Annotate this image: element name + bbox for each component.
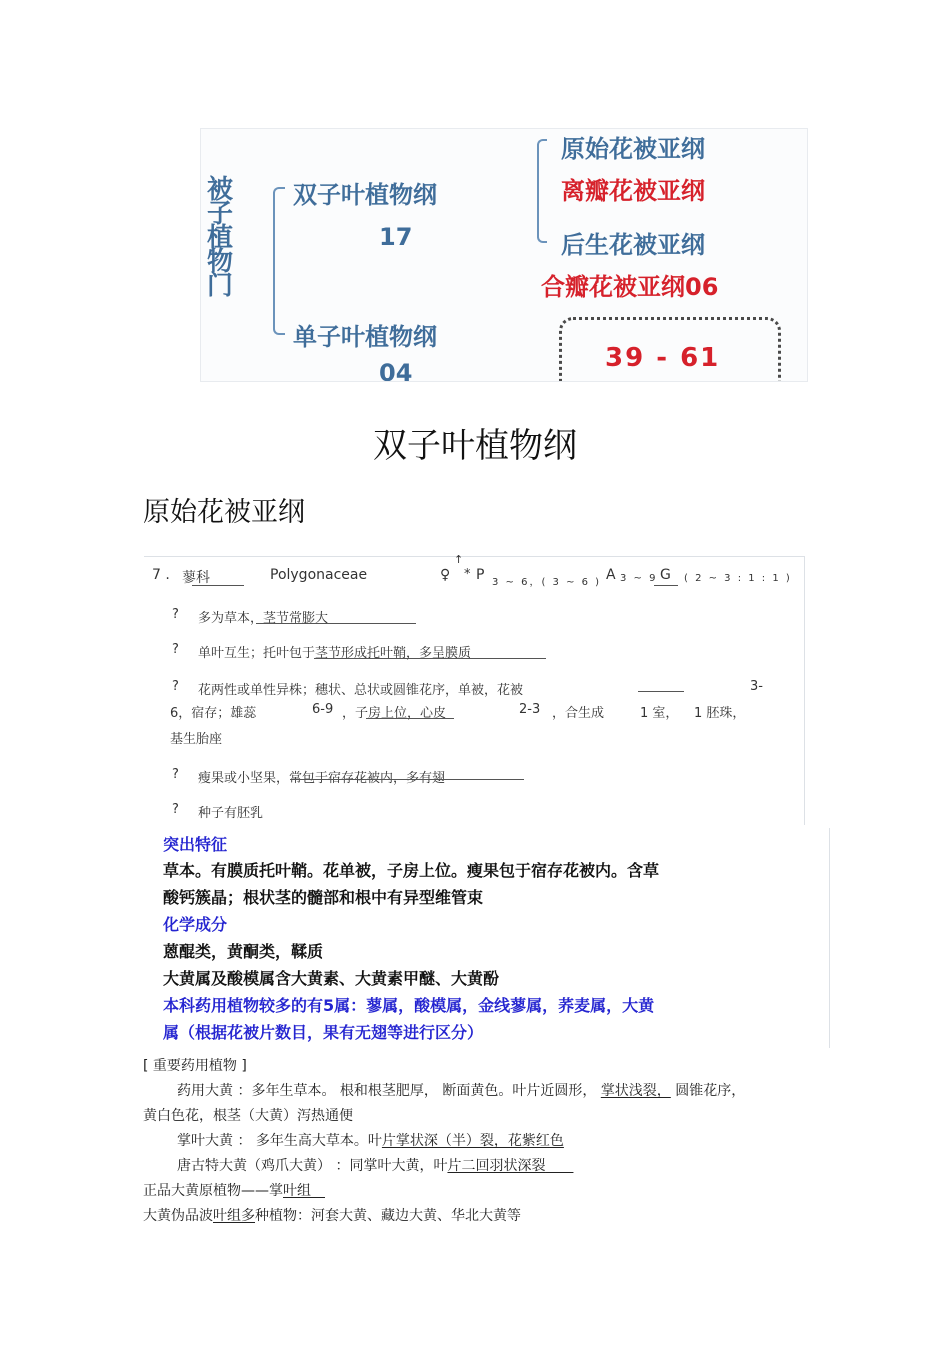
feature-item: 瘦果或小坚果，常包于宿存花被内，多有翅 (198, 771, 446, 786)
subclass-title: 原始花被亚纲 (143, 497, 305, 528)
bullet: ? (172, 679, 179, 694)
panel-line: 蒽醌类，黄酮类，鞣质 (163, 942, 324, 961)
body-line: 药用大黄 ：多年生草本。 根和根茎肥厚， 断面黄色。叶片近圆形， 掌状浅裂， 圆锥花序， (177, 1083, 746, 1099)
bullet: ? (172, 607, 179, 622)
section-label: [ 重要药用植物 ] (143, 1058, 247, 1074)
feature-item: 多为草本，茎节常膨大 (198, 611, 329, 626)
feature-item: 花两性或单性异株；穗状、总状或圆锥花序，单被，花被 (198, 683, 524, 698)
feature-item: 3- (750, 679, 763, 694)
family-name-latin: Polygonaceae (270, 567, 368, 583)
subclass-label-sympetalae: 合瓣花被亚纲06 (541, 273, 719, 301)
underline (256, 623, 416, 624)
classification-diagram (200, 128, 808, 382)
underline (638, 691, 684, 692)
body-line: 正品大黄原植物——掌叶组 (143, 1183, 311, 1199)
feature-item: 2-3 (519, 702, 541, 717)
panel-line: 酸钙簇晶；根状茎的髓部和根中有异型维管束 (163, 888, 484, 907)
phylum-char: 物 (207, 247, 234, 277)
feature-item: 1 胚珠， (694, 706, 746, 721)
phylum-char: 被 (207, 175, 234, 205)
perianth-symbol: P (476, 567, 485, 583)
underline (290, 779, 524, 780)
zygomorphic-arrow: ↑ (454, 553, 464, 566)
body-line: 掌叶大黄 ： 多年生高大草本。叶片掌状深（半）裂，花紫红色 (177, 1133, 564, 1149)
subclass-label-metachlamydeae: 后生花被亚纲 (561, 231, 705, 259)
monocot-family-count: 04 (379, 359, 413, 382)
bullet: ? (172, 642, 179, 657)
feature-item: ，子房上位，心皮 (342, 706, 447, 721)
monocot-range-label: 39 - 61 (605, 343, 721, 373)
dicot-class-label: 双子叶植物纲 (293, 181, 437, 209)
class-title: 双子叶植物纲 (373, 426, 577, 466)
sex-symbol: ♀ (440, 567, 451, 583)
gynoecium-count: ( 2 ~ 3 : 1 : 1 ) (684, 573, 792, 584)
characteristics-panel (143, 828, 830, 1048)
family-number: 7 . (152, 567, 170, 583)
subclass-label-primitive: 原始花被亚纲 (561, 135, 705, 163)
feature-item: 6，宿存；雄蕊 (170, 706, 257, 721)
feature-item: 1 室， (640, 706, 679, 721)
androecium-count: 3 ~ 9 (620, 573, 658, 584)
subclass-bracket (537, 139, 547, 243)
feature-item: 基生胎座 (170, 732, 223, 747)
feature-item: 种子有胚乳 (198, 806, 264, 821)
bullet: ? (172, 802, 179, 817)
underline (314, 658, 546, 659)
gynoecium-symbol: G (660, 567, 671, 583)
feature-item: ，合生成 (552, 706, 605, 721)
section-heading: 化学成分 (163, 915, 228, 934)
subclass-label-polypetalae: 离瓣花被亚纲 (561, 177, 705, 205)
phylum-bracket (273, 187, 285, 335)
panel-line: 属（根据花被片数目，果有无翅等进行区分） (163, 1023, 484, 1042)
underline (192, 585, 244, 586)
family-name-cn: 蓼科 (182, 570, 210, 586)
feature-item: 单叶互生；托叶包于茎节形成托叶鞘，多呈膜质 (198, 646, 472, 661)
phylum-char: 子 (207, 199, 234, 229)
phylum-char: 门 (207, 271, 234, 301)
body-line: 黄白色花，根茎（大黄）泻热通便 (143, 1108, 353, 1124)
section-heading: 突出特征 (163, 835, 228, 854)
monocot-class-label: 单子叶植物纲 (293, 323, 437, 351)
body-line: 唐古特大黄（鸡爪大黄） ：同掌叶大黄，叶片二回羽状深裂 (177, 1158, 546, 1174)
actinomorphic-star: * (464, 567, 471, 582)
body-line: 大黄伪品波叶组多种植物：河套大黄、藏边大黄、华北大黄等 (143, 1208, 521, 1224)
panel-line: 草本。有膜质托叶鞘。花单被，子房上位。瘦果包于宿存花被内。含草 (163, 861, 660, 880)
family-card (144, 553, 805, 825)
underline (366, 718, 454, 719)
panel-line: 本科药用植物较多的有5属：蓼属，酸模属，金线蓼属，荞麦属，大黄 (163, 996, 655, 1015)
perianth-count: 3 ~ 6，( 3 ~ 6 ) (492, 577, 602, 588)
dicot-family-count: 17 (379, 223, 413, 251)
bullet: ? (172, 767, 179, 782)
feature-item: 6-9 (312, 702, 334, 717)
phylum-char: 植 (207, 223, 234, 253)
androecium-symbol: A (606, 567, 616, 583)
underline (654, 585, 678, 586)
panel-line: 大黄属及酸模属含大黄素、大黄素甲醚、大黄酚 (163, 969, 500, 988)
